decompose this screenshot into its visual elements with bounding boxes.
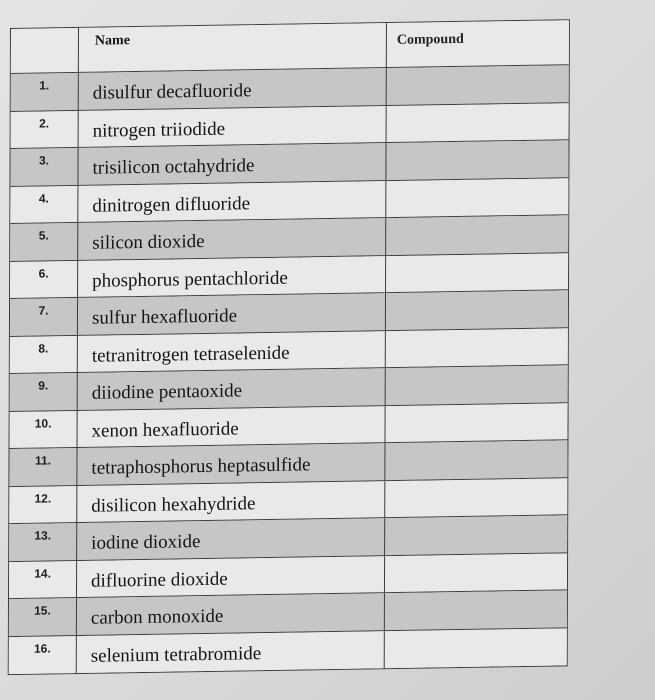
compound-name: dinitrogen difluoride — [78, 181, 386, 222]
row-number: 4. — [10, 185, 78, 223]
compound-formula-cell[interactable] — [385, 553, 567, 592]
compound-formula-cell[interactable] — [385, 403, 567, 442]
compound-formula-cell[interactable] — [386, 140, 568, 179]
row-number: 2. — [11, 110, 79, 148]
compound-formula-cell[interactable] — [385, 628, 567, 668]
table-row — [9, 628, 567, 674]
row-number: 7. — [10, 298, 78, 336]
compound-formula-cell[interactable] — [386, 328, 568, 367]
compound-formula-cell[interactable] — [385, 440, 567, 479]
worksheet-table — [8, 19, 570, 675]
compound-name: iodine dioxide — [77, 518, 385, 559]
compound-name: xenon hexafluoride — [78, 406, 386, 447]
row-number: 11. — [9, 448, 77, 486]
row-number: 3. — [10, 148, 78, 186]
compound-name: tetraphosphorus heptasulfide — [77, 443, 385, 484]
compound-name: trisilicon octahydride — [78, 143, 386, 184]
compound-name: selenium tetrabromide — [77, 631, 385, 673]
compound-formula-cell[interactable] — [386, 365, 568, 404]
row-number: 16. — [9, 636, 77, 675]
compound-formula-cell[interactable] — [386, 253, 568, 292]
compound-name: sulfur hexafluoride — [78, 293, 386, 334]
header-name: Name — [79, 23, 387, 72]
row-number: 5. — [10, 223, 78, 261]
row-number: 13. — [9, 523, 77, 561]
header-number-cell — [11, 28, 79, 73]
compound-name: disilicon hexahydride — [77, 481, 385, 522]
row-number: 15. — [9, 598, 77, 636]
compound-name: phosphorus pentachloride — [78, 256, 386, 297]
row-number: 12. — [9, 485, 77, 523]
row-number: 6. — [10, 260, 78, 298]
compound-formula-cell[interactable] — [386, 178, 568, 217]
compound-name: carbon monoxide — [77, 593, 385, 634]
compound-name: silicon dioxide — [78, 218, 386, 259]
compound-formula-cell[interactable] — [387, 65, 569, 104]
header-compound: Compound — [396, 31, 464, 48]
row-number: 1. — [11, 73, 79, 111]
compound-name: tetranitrogen tetraselenide — [78, 331, 386, 372]
compound-name: difluorine dioxide — [77, 556, 385, 597]
compound-name: nitrogen triiodide — [79, 106, 387, 147]
compound-formula-cell[interactable] — [385, 515, 567, 554]
compound-formula-cell[interactable] — [386, 290, 568, 329]
row-number: 8. — [10, 335, 78, 373]
compound-formula-cell[interactable] — [385, 590, 567, 629]
compound-formula-cell[interactable] — [387, 103, 569, 142]
compound-name: diiodine pentaoxide — [78, 368, 386, 409]
row-number: 9. — [10, 373, 78, 411]
compound-formula-cell[interactable] — [386, 215, 568, 254]
compound-formula-cell[interactable] — [385, 478, 567, 517]
row-number: 14. — [9, 561, 77, 599]
row-number: 10. — [10, 410, 78, 448]
compound-name: disulfur decafluoride — [79, 68, 387, 109]
